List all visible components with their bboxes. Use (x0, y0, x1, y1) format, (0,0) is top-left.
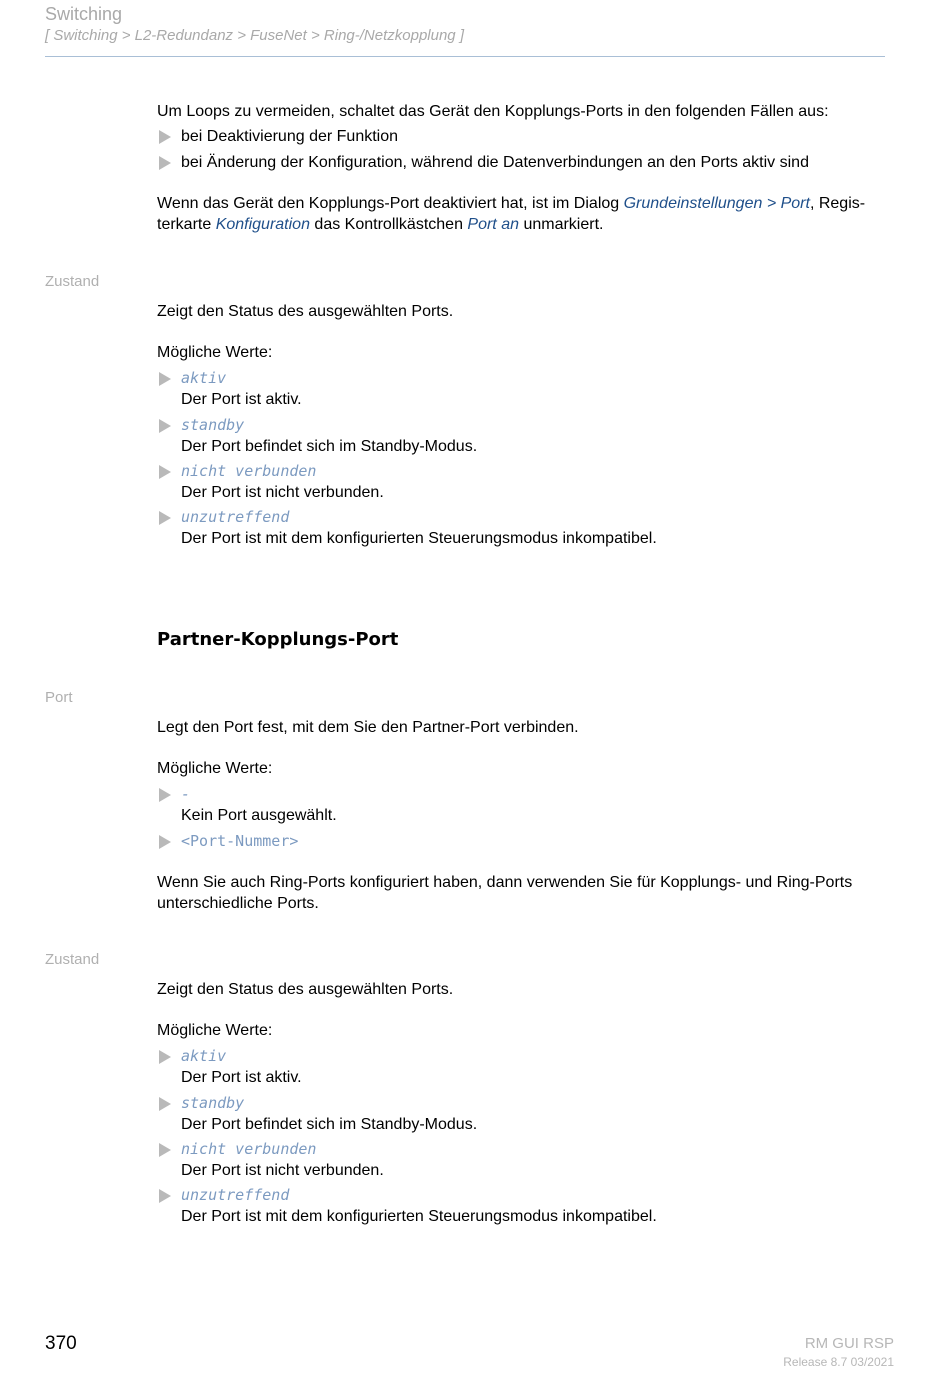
tab-link[interactable]: Konfiguration (215, 216, 310, 233)
value-code: unzutreffend (181, 1186, 290, 1204)
note-text: unterschiedliche Ports. (157, 895, 319, 912)
triangle-right-icon (159, 1050, 171, 1064)
triangle-right-icon (159, 130, 171, 144)
value-item (157, 831, 902, 852)
value-code: nicht verbunden (181, 1140, 317, 1158)
value-item (157, 1093, 902, 1135)
value-desc: Der Port ist nicht verbunden. (181, 1162, 384, 1179)
param-label-zustand: Zustand (45, 273, 100, 290)
section-heading: Partner-Kopplungs-Port (157, 629, 399, 650)
value-code: standby (181, 416, 245, 434)
triangle-right-icon (159, 465, 171, 479)
value-desc: Der Port ist aktiv. (181, 1069, 302, 1086)
triangle-right-icon (159, 511, 171, 525)
value-desc: Der Port ist aktiv. (181, 391, 302, 408)
note-text: terkarte (157, 216, 216, 233)
values-label: Mögliche Werte: (157, 760, 273, 777)
param-description: Legt den Port fest, mit dem Sie den Partner-Port verbinden. (157, 719, 579, 736)
value-desc: Der Port befindet sich im Standby-Modus. (181, 438, 478, 455)
page-number: 370 (45, 1333, 77, 1354)
intro-note (157, 193, 902, 235)
list-item (157, 152, 902, 173)
param-label-zustand: Zustand (45, 951, 100, 968)
value-code: aktiv (181, 369, 227, 387)
triangle-right-icon (159, 372, 171, 386)
param-label-port: Port (45, 689, 73, 706)
breadcrumb: [ Switching > L2-Redundanz > FuseNet > Ring-/Netzkopplung ] (45, 27, 464, 44)
checkbox-link[interactable]: Port an (467, 216, 519, 233)
list-item (157, 126, 902, 147)
triangle-right-icon (159, 1189, 171, 1203)
intro-text: Um Loops zu vermeiden, schaltet das Gerät den Kopplungs-Ports in den folgenden Fällen aus: (157, 103, 829, 120)
triangle-right-icon (159, 1143, 171, 1157)
dialog-link[interactable]: Grundeinstellungen > Port (623, 195, 810, 212)
note-text: , Regis- (809, 195, 866, 212)
value-code: <Port-Nummer> (181, 832, 299, 850)
value-desc: Kein Port ausgewählt. (181, 807, 337, 824)
value-item (157, 368, 902, 410)
value-code: - (181, 785, 191, 803)
note-text: Wenn das Gerät den Kopplungs-Port deaktiviert hat, ist im Dialog (157, 195, 624, 212)
value-code: aktiv (181, 1047, 227, 1065)
param-description: Zeigt den Status des ausgewählten Ports. (157, 981, 454, 998)
value-item (157, 1185, 902, 1227)
list-item-text: bei Deaktivierung der Funktion (181, 128, 399, 145)
value-code: unzutreffend (181, 508, 290, 526)
triangle-right-icon (159, 1097, 171, 1111)
note-text: das Kontrollkästchen (309, 216, 468, 233)
header-divider (45, 56, 885, 57)
triangle-right-icon (159, 156, 171, 170)
list-item-text: bei Änderung der Konfiguration, während die Datenverbindungen an den Ports aktiv sind (181, 154, 809, 171)
triangle-right-icon (159, 419, 171, 433)
param-description: Zeigt den Status des ausgewählten Ports. (157, 303, 454, 320)
value-item (157, 507, 902, 549)
values-label: Mögliche Werte: (157, 344, 273, 361)
value-desc: Der Port ist mit dem konfigurierten Steuerungsmodus inkompatibel. (181, 1208, 657, 1225)
triangle-right-icon (159, 788, 171, 802)
value-item (157, 415, 902, 457)
port-note (157, 872, 902, 914)
footer-product: RM GUI RSP (804, 1335, 894, 1352)
value-item (157, 461, 902, 503)
value-desc: Der Port ist mit dem konfigurierten Steuerungsmodus inkompatibel. (181, 530, 657, 547)
value-desc: Der Port ist nicht verbunden. (181, 484, 384, 501)
triangle-right-icon (159, 835, 171, 849)
values-label: Mögliche Werte: (157, 1022, 273, 1039)
note-text: unmarkiert. (519, 216, 604, 233)
footer-release: Release 8.7 03/2021 (783, 1355, 894, 1369)
value-code: nicht verbunden (181, 462, 317, 480)
value-item (157, 1139, 902, 1181)
value-code: standby (181, 1094, 245, 1112)
value-item (157, 784, 902, 826)
note-text: Wenn Sie auch Ring-Ports konfiguriert haben, dann verwenden Sie für Kopplungs- und Ring-Ports (157, 874, 853, 891)
value-item (157, 1046, 902, 1088)
header-title: Switching (45, 4, 123, 24)
value-desc: Der Port befindet sich im Standby-Modus. (181, 1116, 478, 1133)
